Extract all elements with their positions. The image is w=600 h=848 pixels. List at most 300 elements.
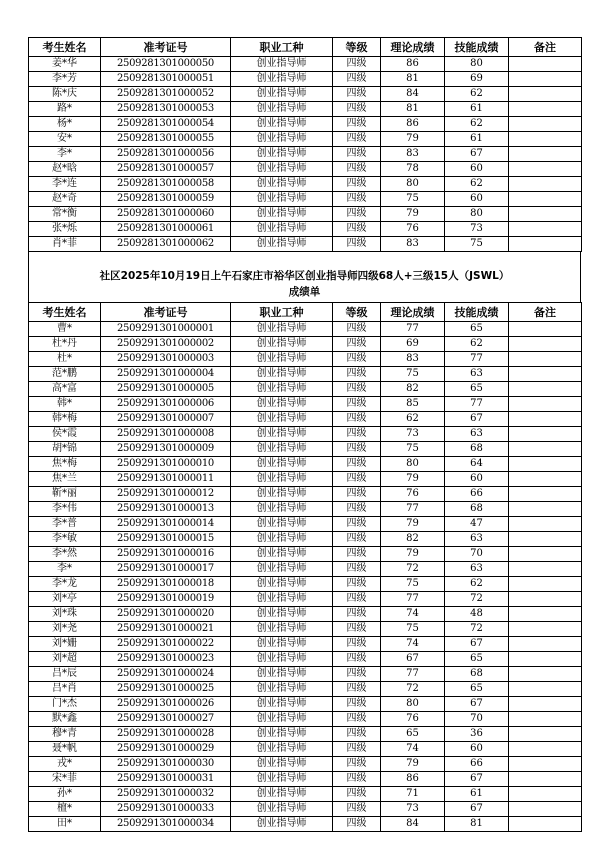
cell-theory-score: 83 xyxy=(381,237,445,252)
cell-note xyxy=(509,562,582,577)
cell-skill-score: 60 xyxy=(445,472,509,487)
cell-theory-score: 85 xyxy=(381,397,445,412)
table-row xyxy=(29,412,582,427)
cell-exam-id: 2509281301000060 xyxy=(101,207,231,222)
cell-name: 刘*姗 xyxy=(29,637,101,652)
cell-skill-score: 80 xyxy=(445,57,509,72)
cell-job: 创业指导师 xyxy=(231,457,333,472)
table-row xyxy=(29,352,582,367)
cell-theory-score: 73 xyxy=(381,802,445,817)
cell-theory-score: 75 xyxy=(381,577,445,592)
table-row xyxy=(29,622,582,637)
cell-skill-score: 77 xyxy=(445,397,509,412)
col-header-note: 备注 xyxy=(509,38,582,57)
cell-note xyxy=(509,712,582,727)
cell-skill-score: 67 xyxy=(445,697,509,712)
cell-job: 创业指导师 xyxy=(231,397,333,412)
table-row xyxy=(29,457,582,472)
cell-note xyxy=(509,352,582,367)
cell-exam-id: 2509291301000028 xyxy=(101,727,231,742)
cell-note xyxy=(509,787,582,802)
cell-note xyxy=(509,742,582,757)
cell-theory-score: 76 xyxy=(381,222,445,237)
cell-level: 四级 xyxy=(333,222,381,237)
cell-job: 创业指导师 xyxy=(231,72,333,87)
cell-level: 四级 xyxy=(333,817,381,832)
cell-theory-score: 75 xyxy=(381,622,445,637)
cell-name: 李*然 xyxy=(29,547,101,562)
cell-job: 创业指导师 xyxy=(231,547,333,562)
cell-note xyxy=(509,162,582,177)
cell-note xyxy=(509,502,582,517)
score-table-1 xyxy=(28,37,582,252)
cell-level: 四级 xyxy=(333,207,381,222)
cell-theory-score: 79 xyxy=(381,132,445,147)
cell-theory-score: 82 xyxy=(381,382,445,397)
cell-note xyxy=(509,87,582,102)
cell-job: 创业指导师 xyxy=(231,802,333,817)
cell-theory-score: 79 xyxy=(381,517,445,532)
cell-theory-score: 67 xyxy=(381,652,445,667)
cell-skill-score: 81 xyxy=(445,817,509,832)
table-row xyxy=(29,72,582,87)
cell-skill-score: 63 xyxy=(445,562,509,577)
cell-note xyxy=(509,487,582,502)
cell-note xyxy=(509,727,582,742)
cell-exam-id: 2509291301000005 xyxy=(101,382,231,397)
table-row xyxy=(29,222,582,237)
cell-level: 四级 xyxy=(333,72,381,87)
table-row xyxy=(29,577,582,592)
table-row xyxy=(29,177,582,192)
cell-note xyxy=(509,222,582,237)
cell-theory-score: 81 xyxy=(381,72,445,87)
cell-theory-score: 77 xyxy=(381,592,445,607)
cell-exam-id: 2509291301000018 xyxy=(101,577,231,592)
table-row xyxy=(29,487,582,502)
cell-theory-score: 74 xyxy=(381,637,445,652)
cell-theory-score: 69 xyxy=(381,337,445,352)
cell-skill-score: 61 xyxy=(445,102,509,117)
cell-theory-score: 81 xyxy=(381,102,445,117)
table-body-2 xyxy=(29,322,582,832)
cell-level: 四级 xyxy=(333,367,381,382)
cell-skill-score: 75 xyxy=(445,237,509,252)
cell-note xyxy=(509,57,582,72)
table-row xyxy=(29,607,582,622)
cell-name: 李*龙 xyxy=(29,577,101,592)
cell-exam-id: 2509281301000057 xyxy=(101,162,231,177)
cell-skill-score: 77 xyxy=(445,352,509,367)
cell-level: 四级 xyxy=(333,637,381,652)
cell-level: 四级 xyxy=(333,592,381,607)
table-row xyxy=(29,712,582,727)
col-header-id: 准考证号 xyxy=(101,303,231,322)
cell-skill-score: 36 xyxy=(445,727,509,742)
cell-exam-id: 2509281301000056 xyxy=(101,147,231,162)
cell-skill-score: 67 xyxy=(445,412,509,427)
cell-name: 李*伟 xyxy=(29,502,101,517)
cell-job: 创业指导师 xyxy=(231,682,333,697)
cell-note xyxy=(509,367,582,382)
cell-job: 创业指导师 xyxy=(231,427,333,442)
cell-note xyxy=(509,622,582,637)
cell-skill-score: 64 xyxy=(445,457,509,472)
cell-skill-score: 62 xyxy=(445,177,509,192)
cell-theory-score: 79 xyxy=(381,472,445,487)
cell-level: 四级 xyxy=(333,472,381,487)
cell-note xyxy=(509,147,582,162)
cell-exam-id: 2509291301000022 xyxy=(101,637,231,652)
cell-level: 四级 xyxy=(333,382,381,397)
cell-skill-score: 47 xyxy=(445,517,509,532)
cell-exam-id: 2509281301000053 xyxy=(101,102,231,117)
table-row xyxy=(29,757,582,772)
table-row xyxy=(29,727,582,742)
cell-theory-score: 77 xyxy=(381,322,445,337)
cell-level: 四级 xyxy=(333,652,381,667)
cell-name: 李*敏 xyxy=(29,532,101,547)
cell-theory-score: 74 xyxy=(381,742,445,757)
table-row xyxy=(29,147,582,162)
cell-exam-id: 2509291301000001 xyxy=(101,322,231,337)
cell-job: 创业指导师 xyxy=(231,757,333,772)
cell-name: 肖*菲 xyxy=(29,237,101,252)
cell-exam-id: 2509291301000015 xyxy=(101,532,231,547)
table-row xyxy=(29,102,582,117)
cell-level: 四级 xyxy=(333,177,381,192)
cell-note xyxy=(509,442,582,457)
cell-name: 刘*超 xyxy=(29,652,101,667)
cell-job: 创业指导师 xyxy=(231,177,333,192)
cell-job: 创业指导师 xyxy=(231,562,333,577)
cell-skill-score: 66 xyxy=(445,757,509,772)
cell-skill-score: 62 xyxy=(445,117,509,132)
score-sheet xyxy=(28,37,581,832)
cell-job: 创业指导师 xyxy=(231,742,333,757)
table-row xyxy=(29,787,582,802)
cell-job: 创业指导师 xyxy=(231,817,333,832)
cell-note xyxy=(509,577,582,592)
cell-level: 四级 xyxy=(333,427,381,442)
cell-skill-score: 63 xyxy=(445,532,509,547)
cell-skill-score: 61 xyxy=(445,132,509,147)
cell-level: 四级 xyxy=(333,162,381,177)
cell-note xyxy=(509,682,582,697)
cell-theory-score: 84 xyxy=(381,817,445,832)
cell-level: 四级 xyxy=(333,502,381,517)
cell-name: 曹* xyxy=(29,322,101,337)
cell-job: 创业指导师 xyxy=(231,607,333,622)
cell-note xyxy=(509,637,582,652)
cell-theory-score: 71 xyxy=(381,787,445,802)
cell-exam-id: 2509291301000012 xyxy=(101,487,231,502)
cell-exam-id: 2509291301000021 xyxy=(101,622,231,637)
table-row xyxy=(29,742,582,757)
cell-job: 创业指导师 xyxy=(231,727,333,742)
cell-skill-score: 65 xyxy=(445,682,509,697)
cell-note xyxy=(509,322,582,337)
cell-job: 创业指导师 xyxy=(231,192,333,207)
cell-theory-score: 77 xyxy=(381,502,445,517)
cell-level: 四级 xyxy=(333,517,381,532)
table-row xyxy=(29,772,582,787)
col-header-id: 准考证号 xyxy=(101,38,231,57)
cell-job: 创业指导师 xyxy=(231,147,333,162)
cell-note xyxy=(509,667,582,682)
cell-skill-score: 70 xyxy=(445,712,509,727)
table-body-1 xyxy=(29,57,582,252)
cell-exam-id: 2509291301000020 xyxy=(101,607,231,622)
cell-skill-score: 65 xyxy=(445,652,509,667)
cell-name: 穆*青 xyxy=(29,727,101,742)
cell-exam-id: 2509291301000007 xyxy=(101,412,231,427)
cell-theory-score: 80 xyxy=(381,457,445,472)
cell-theory-score: 86 xyxy=(381,772,445,787)
cell-name: 韩*梅 xyxy=(29,412,101,427)
cell-level: 四级 xyxy=(333,442,381,457)
cell-skill-score: 60 xyxy=(445,162,509,177)
cell-name: 杜* xyxy=(29,352,101,367)
cell-note xyxy=(509,532,582,547)
cell-level: 四级 xyxy=(333,757,381,772)
cell-exam-id: 2509291301000009 xyxy=(101,442,231,457)
col-header-skill: 技能成绩 xyxy=(445,303,509,322)
table-row xyxy=(29,637,582,652)
cell-skill-score: 67 xyxy=(445,637,509,652)
cell-level: 四级 xyxy=(333,192,381,207)
cell-name: 檀* xyxy=(29,802,101,817)
table-row xyxy=(29,367,582,382)
cell-theory-score: 72 xyxy=(381,682,445,697)
cell-note xyxy=(509,337,582,352)
cell-job: 创业指导师 xyxy=(231,652,333,667)
cell-note xyxy=(509,697,582,712)
table-row xyxy=(29,237,582,252)
cell-name: 宋*菲 xyxy=(29,772,101,787)
cell-exam-id: 2509291301000011 xyxy=(101,472,231,487)
cell-job: 创业指导师 xyxy=(231,502,333,517)
cell-level: 四级 xyxy=(333,57,381,72)
cell-exam-id: 2509291301000024 xyxy=(101,667,231,682)
cell-level: 四级 xyxy=(333,337,381,352)
cell-note xyxy=(509,607,582,622)
cell-theory-score: 75 xyxy=(381,192,445,207)
cell-theory-score: 82 xyxy=(381,532,445,547)
cell-theory-score: 79 xyxy=(381,757,445,772)
cell-exam-id: 2509291301000033 xyxy=(101,802,231,817)
cell-note xyxy=(509,517,582,532)
cell-skill-score: 65 xyxy=(445,322,509,337)
cell-job: 创业指导师 xyxy=(231,667,333,682)
cell-theory-score: 65 xyxy=(381,727,445,742)
cell-job: 创业指导师 xyxy=(231,382,333,397)
cell-level: 四级 xyxy=(333,697,381,712)
cell-job: 创业指导师 xyxy=(231,637,333,652)
cell-exam-id: 2509291301000034 xyxy=(101,817,231,832)
cell-name: 焦*兰 xyxy=(29,472,101,487)
cell-exam-id: 2509291301000031 xyxy=(101,772,231,787)
cell-exam-id: 2509291301000008 xyxy=(101,427,231,442)
cell-name: 赵*奇 xyxy=(29,192,101,207)
cell-skill-score: 61 xyxy=(445,787,509,802)
cell-note xyxy=(509,237,582,252)
cell-skill-score: 67 xyxy=(445,147,509,162)
cell-note xyxy=(509,207,582,222)
cell-skill-score: 48 xyxy=(445,607,509,622)
cell-skill-score: 73 xyxy=(445,222,509,237)
cell-theory-score: 80 xyxy=(381,697,445,712)
cell-skill-score: 66 xyxy=(445,487,509,502)
cell-exam-id: 2509281301000050 xyxy=(101,57,231,72)
cell-theory-score: 79 xyxy=(381,547,445,562)
table-header-row xyxy=(29,38,582,57)
cell-exam-id: 2509281301000061 xyxy=(101,222,231,237)
cell-skill-score: 68 xyxy=(445,667,509,682)
cell-level: 四级 xyxy=(333,712,381,727)
cell-name: 默*鑫 xyxy=(29,712,101,727)
table-row xyxy=(29,652,582,667)
cell-level: 四级 xyxy=(333,352,381,367)
cell-name: 张*烁 xyxy=(29,222,101,237)
cell-exam-id: 2509281301000062 xyxy=(101,237,231,252)
cell-name: 吕*辰 xyxy=(29,667,101,682)
table-row xyxy=(29,592,582,607)
cell-note xyxy=(509,547,582,562)
cell-note xyxy=(509,412,582,427)
cell-exam-id: 2509291301000027 xyxy=(101,712,231,727)
cell-exam-id: 2509291301000003 xyxy=(101,352,231,367)
cell-note xyxy=(509,802,582,817)
cell-level: 四级 xyxy=(333,147,381,162)
cell-job: 创业指导师 xyxy=(231,352,333,367)
cell-job: 创业指导师 xyxy=(231,772,333,787)
cell-name: 聂*帆 xyxy=(29,742,101,757)
cell-exam-id: 2509291301000013 xyxy=(101,502,231,517)
table-row xyxy=(29,502,582,517)
table-row xyxy=(29,57,582,72)
cell-exam-id: 2509291301000023 xyxy=(101,652,231,667)
col-header-job: 职业工种 xyxy=(231,303,333,322)
section-title xyxy=(28,252,581,302)
table-row xyxy=(29,547,582,562)
cell-level: 四级 xyxy=(333,562,381,577)
cell-name: 孙* xyxy=(29,787,101,802)
cell-name: 杨* xyxy=(29,117,101,132)
cell-skill-score: 68 xyxy=(445,502,509,517)
cell-exam-id: 2509291301000026 xyxy=(101,697,231,712)
cell-exam-id: 2509291301000006 xyxy=(101,397,231,412)
cell-note xyxy=(509,652,582,667)
table-row xyxy=(29,472,582,487)
cell-theory-score: 80 xyxy=(381,177,445,192)
cell-note xyxy=(509,382,582,397)
cell-skill-score: 63 xyxy=(445,367,509,382)
cell-job: 创业指导师 xyxy=(231,222,333,237)
cell-skill-score: 67 xyxy=(445,802,509,817)
col-header-skill: 技能成绩 xyxy=(445,38,509,57)
cell-name: 陈*庆 xyxy=(29,87,101,102)
score-table-2 xyxy=(28,302,582,832)
table-row xyxy=(29,802,582,817)
cell-job: 创业指导师 xyxy=(231,102,333,117)
cell-exam-id: 2509291301000030 xyxy=(101,757,231,772)
table-row xyxy=(29,667,582,682)
cell-skill-score: 63 xyxy=(445,427,509,442)
col-header-theory: 理论成绩 xyxy=(381,303,445,322)
cell-level: 四级 xyxy=(333,117,381,132)
cell-name: 戎* xyxy=(29,757,101,772)
cell-note xyxy=(509,397,582,412)
cell-skill-score: 70 xyxy=(445,547,509,562)
cell-name: 胡*锦 xyxy=(29,442,101,457)
cell-level: 四级 xyxy=(333,397,381,412)
cell-theory-score: 75 xyxy=(381,442,445,457)
cell-name: 范*鹏 xyxy=(29,367,101,382)
cell-name: 路* xyxy=(29,102,101,117)
cell-job: 创业指导师 xyxy=(231,117,333,132)
cell-name: 刘*珠 xyxy=(29,607,101,622)
table-row xyxy=(29,817,582,832)
cell-theory-score: 62 xyxy=(381,412,445,427)
cell-level: 四级 xyxy=(333,682,381,697)
cell-note xyxy=(509,427,582,442)
cell-name: 侯*霞 xyxy=(29,427,101,442)
cell-exam-id: 2509281301000051 xyxy=(101,72,231,87)
cell-level: 四级 xyxy=(333,87,381,102)
cell-theory-score: 86 xyxy=(381,117,445,132)
cell-note xyxy=(509,102,582,117)
cell-theory-score: 76 xyxy=(381,712,445,727)
cell-job: 创业指导师 xyxy=(231,787,333,802)
cell-job: 创业指导师 xyxy=(231,162,333,177)
cell-exam-id: 2509281301000059 xyxy=(101,192,231,207)
cell-skill-score: 68 xyxy=(445,442,509,457)
cell-exam-id: 2509291301000019 xyxy=(101,592,231,607)
cell-level: 四级 xyxy=(333,132,381,147)
cell-name: 靳*丽 xyxy=(29,487,101,502)
cell-level: 四级 xyxy=(333,322,381,337)
cell-skill-score: 80 xyxy=(445,207,509,222)
cell-note xyxy=(509,817,582,832)
cell-job: 创业指导师 xyxy=(231,712,333,727)
section-title-line2: 成绩单 xyxy=(288,286,321,298)
cell-job: 创业指导师 xyxy=(231,367,333,382)
table-row xyxy=(29,117,582,132)
cell-exam-id: 2509291301000014 xyxy=(101,517,231,532)
cell-exam-id: 2509291301000017 xyxy=(101,562,231,577)
cell-name: 刘*尧 xyxy=(29,622,101,637)
cell-level: 四级 xyxy=(333,667,381,682)
cell-level: 四级 xyxy=(333,487,381,502)
table-row xyxy=(29,87,582,102)
table-row xyxy=(29,337,582,352)
cell-job: 创业指导师 xyxy=(231,622,333,637)
cell-job: 创业指导师 xyxy=(231,442,333,457)
cell-job: 创业指导师 xyxy=(231,592,333,607)
cell-name: 韩* xyxy=(29,397,101,412)
cell-exam-id: 2509291301000010 xyxy=(101,457,231,472)
cell-exam-id: 2509281301000052 xyxy=(101,87,231,102)
cell-exam-id: 2509291301000025 xyxy=(101,682,231,697)
cell-level: 四级 xyxy=(333,742,381,757)
table-row xyxy=(29,162,582,177)
cell-skill-score: 69 xyxy=(445,72,509,87)
cell-exam-id: 2509291301000004 xyxy=(101,367,231,382)
cell-theory-score: 79 xyxy=(381,207,445,222)
cell-theory-score: 83 xyxy=(381,352,445,367)
cell-job: 创业指导师 xyxy=(231,487,333,502)
